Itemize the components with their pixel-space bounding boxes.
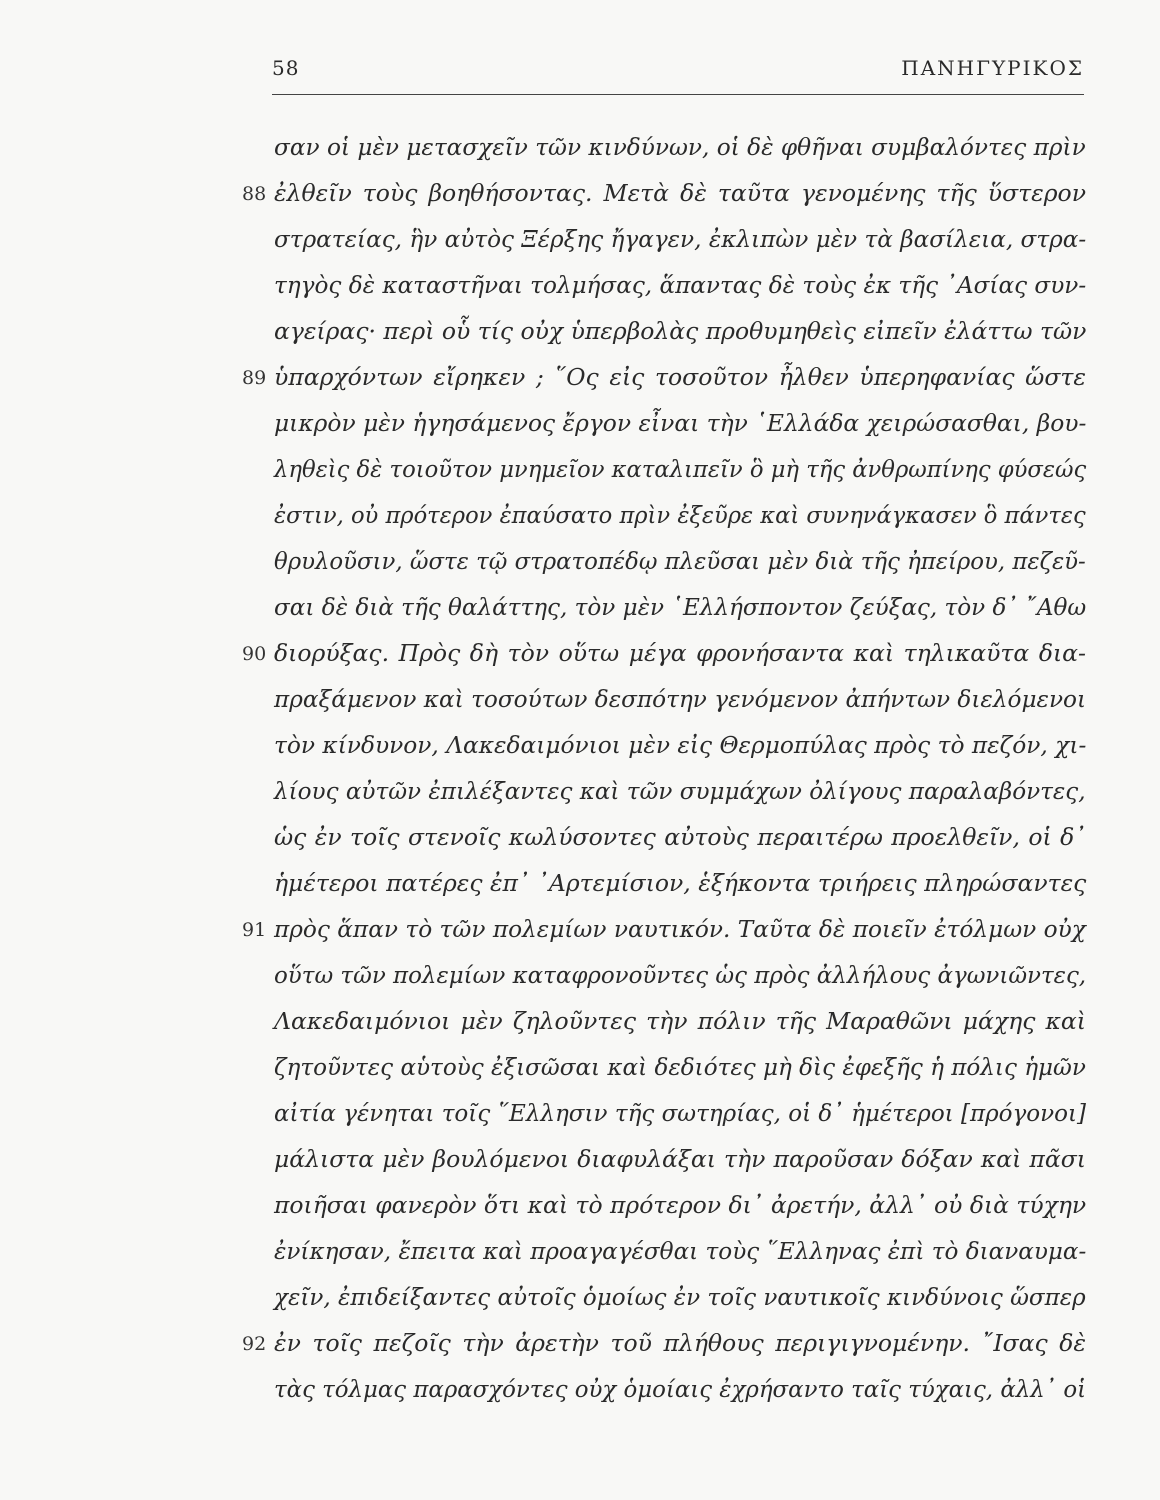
text-line	[274, 492, 1086, 538]
line-text: ποιῆσαι φανερὸν ὅτι καὶ τὸ πρότερον δι᾿ ἀρετήν, ἀλλ᾿ οὐ διὰ τύχην	[274, 1191, 1087, 1219]
text-line	[274, 400, 1086, 446]
text-line	[274, 216, 1086, 262]
line-text: πρὸς ἅπαν τὸ τῶν πολεμίων ναυτικόν. Ταῦτα δὲ ποιεῖν ἐτόλμων οὐχ	[274, 915, 1086, 943]
line-text: ζητοῦντες αὑτοὺς ἐξισῶσαι καὶ δεδιότες μὴ δὶς ἐφεξῆς ἡ πόλις ἡμῶν	[274, 1053, 1086, 1081]
section-number: 91	[242, 919, 267, 941]
running-title: ΠΑΝΗΓΥΡΙΚΟΣ	[901, 56, 1084, 80]
line-text: θρυλοῦσιν, ὥστε τῷ στρατοπέδῳ πλεῦσαι μὲν διὰ τῆς ἠπείρου, πεζεῦ-	[274, 547, 1086, 575]
line-text: αἰτία γένηται τοῖς ῞Ελλησιν τῆς σωτηρίας, οἱ δ᾿ ἡμέτεροι [πρόγονοι]	[274, 1099, 1086, 1127]
line-text: ἐν τοῖς πεζοῖς τὴν ἀρετὴν τοῦ πλήθους περιγιγνομένην. ῎Ισας δὲ	[274, 1329, 1086, 1357]
text-line	[274, 538, 1086, 584]
header-rule	[272, 94, 1084, 95]
text-line	[242, 1320, 1086, 1366]
line-text: τὰς τόλμας παρασχόντες οὐχ ὁμοίαις ἐχρήσαντο ταῖς τύχαις, ἀλλ᾿ οἱ	[274, 1375, 1087, 1403]
text-line	[274, 262, 1086, 308]
text-line	[274, 1182, 1086, 1228]
text-line	[242, 630, 1086, 676]
text-line	[274, 1090, 1086, 1136]
text-line	[274, 860, 1086, 906]
line-text: ληθεὶς δὲ τοιοῦτον μνημεῖον καταλιπεῖν ὃ μὴ τῆς ἀνθρωπίνης φύσεώς	[274, 455, 1087, 483]
text-line	[274, 446, 1086, 492]
line-text: σαν οἱ μὲν μετασχεῖν τῶν κινδύνων, οἱ δὲ φθῆναι συμβαλόντες πρὶν	[274, 133, 1086, 161]
line-text: σαι δὲ διὰ τῆς θαλάττης, τὸν μὲν ῾Ελλήσποντον ζεύξας, τὸν δ᾿ ῎Αθω	[274, 593, 1087, 621]
text-line	[274, 998, 1086, 1044]
line-text: διορύξας. Πρὸς δὴ τὸν οὕτω μέγα φρονήσαντα καὶ τηλικαῦτα δια-	[274, 639, 1086, 667]
text-line	[274, 1274, 1086, 1320]
text-line	[274, 1228, 1086, 1274]
text-line	[242, 906, 1086, 952]
section-number: 89	[242, 367, 267, 389]
text-line	[274, 722, 1086, 768]
line-text: αγείρας· περὶ οὗ τίς οὐχ ὑπερβολὰς προθυμηθεὶς εἰπεῖν ἐλάττω τῶν	[274, 317, 1087, 345]
body-text	[242, 124, 1087, 1412]
line-text: οὕτω τῶν πολεμίων καταφρονοῦντες ὡς πρὸς ἀλλήλους ἀγωνιῶντες,	[274, 961, 1087, 989]
text-line	[274, 676, 1086, 722]
section-number: 90	[242, 643, 267, 665]
text-line	[274, 584, 1086, 630]
line-text: ἐλθεῖν τοὺς βοηθήσοντας. Μετὰ δὲ ταῦτα γενομένης τῆς ὕστερον	[274, 179, 1086, 207]
section-number: 88	[242, 183, 267, 205]
line-text: στρατείας, ἣν αὐτὸς Ξέρξης ἤγαγεν, ἐκλιπὼν μὲν τὰ βασίλεια, στρα-	[274, 225, 1087, 253]
section-number: 92	[242, 1333, 267, 1355]
text-line	[274, 768, 1086, 814]
text-line	[274, 308, 1086, 354]
line-text: μάλιστα μὲν βουλόμενοι διαφυλάξαι τὴν παροῦσαν δόξαν καὶ πᾶσι	[274, 1145, 1086, 1173]
text-line	[274, 1136, 1086, 1182]
text-line	[274, 124, 1086, 170]
text-line	[274, 814, 1086, 860]
text-line	[274, 952, 1086, 998]
line-text: χεῖν, ἐπιδείξαντες αὐτοῖς ὁμοίως ἐν τοῖς ναυτικοῖς κινδύνοις ὥσπερ	[274, 1283, 1086, 1311]
line-text: ἡμέτεροι πατέρες ἐπ᾿ ᾿Αρτεμίσιον, ἑξήκοντα τριήρεις πληρώσαντες	[274, 869, 1087, 897]
text-line	[274, 1366, 1086, 1412]
line-text: ὑπαρχόντων εἴρηκεν ; ῞Ος εἰς τοσοῦτον ἦλθεν ὑπερηφανίας ὥστε	[274, 363, 1086, 391]
line-text: μικρὸν μὲν ἡγησάμενος ἔργον εἶναι τὴν ῾Ελλάδα χειρώσασθαι, βου-	[274, 409, 1087, 437]
line-text: ἐνίκησαν, ἔπειτα καὶ προαγαγέσθαι τοὺς ῞Ελληνας ἐπὶ τὸ διαναυμα-	[274, 1237, 1087, 1265]
line-text: ἐστιν, οὐ πρότερον ἐπαύσατο πρὶν ἐξεῦρε καὶ συνηνάγκασεν ὃ πάντες	[274, 501, 1086, 529]
text-line	[274, 1044, 1086, 1090]
line-text: Λακεδαιμόνιοι μὲν ζηλοῦντες τὴν πόλιν τῆς Μαραθῶνι μάχης καὶ	[274, 1007, 1086, 1035]
line-text: πραξάμενον καὶ τοσούτων δεσπότην γενόμενον ἀπήντων διελόμενοι	[274, 685, 1087, 713]
line-text: ὡς ἐν τοῖς στενοῖς κωλύσοντες αὐτοὺς περαιτέρω προελθεῖν, οἱ δ᾿	[274, 823, 1086, 851]
line-text: λίους αὐτῶν ἐπιλέξαντες καὶ τῶν συμμάχων ὀλίγους παραλαβόντες,	[274, 777, 1086, 805]
line-text: τὸν κίνδυνον, Λακεδαιμόνιοι μὲν εἰς Θερμοπύλας πρὸς τὸ πεζόν, χι-	[274, 731, 1087, 759]
line-text: τηγὸς δὲ καταστῆναι τολμήσας, ἅπαντας δὲ τοὺς ἐκ τῆς ᾿Ασίας συν-	[274, 271, 1087, 299]
page-number: 58	[272, 56, 300, 80]
text-line	[242, 354, 1086, 400]
text-line	[242, 170, 1086, 216]
